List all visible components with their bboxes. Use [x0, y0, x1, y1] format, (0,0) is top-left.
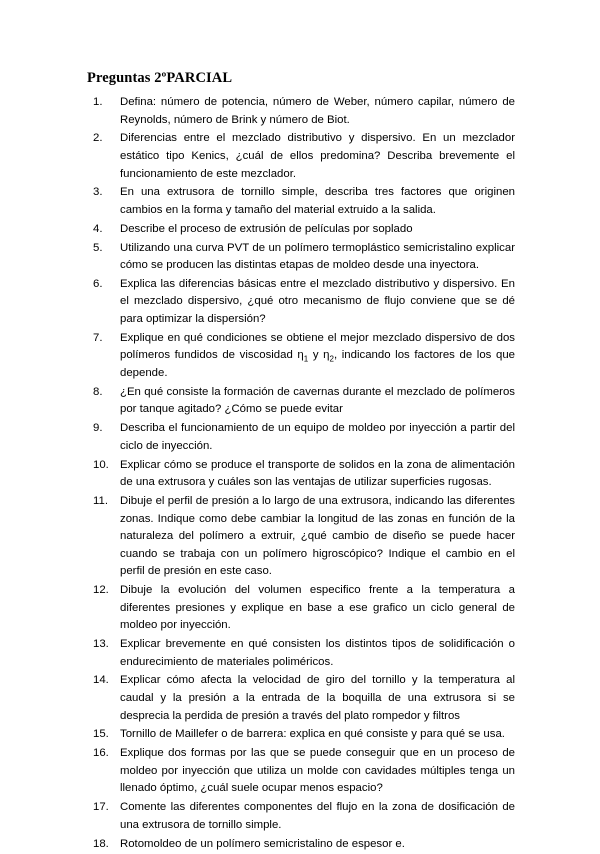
list-item	[93, 221, 515, 239]
question-text: Tornillo de Maillefer o de barrera: explica en qué consiste y para qué se usa.	[120, 728, 505, 741]
list-item	[93, 276, 515, 329]
list-item	[93, 493, 515, 581]
list-item	[93, 799, 515, 834]
question-number: 6.	[93, 277, 103, 290]
question-text: Describa el funcionamiento de un equipo de moldeo por inyección a partir del ciclo de inyección.	[120, 422, 515, 452]
question-number: 17.	[93, 801, 109, 814]
question-text: Defina: número de potencia, número de Weber, número capilar, número de Reynolds, número de Brink y número de Biot.	[120, 96, 515, 126]
question-number: 8.	[93, 385, 103, 398]
question-number: 16.	[93, 747, 109, 760]
subscript: 2	[329, 354, 334, 364]
list-item	[93, 672, 515, 725]
question-text: Diferencias entre el mezclado distributivo y dispersivo. En un mezclador estático tipo Kenics, ¿cuál de ellos predomina? Describa brevemente el funcionamiento de este mezclador.	[120, 132, 515, 180]
question-number: 18.	[93, 837, 109, 850]
list-item	[93, 184, 515, 219]
question-text: Explica las diferencias básicas entre el mezclado distributivo y dispersivo. En el mezclado dispersivo, ¿qué otro mecanismo de flujo conviene que se dé para optimizar la dispersión?	[120, 277, 515, 326]
list-item	[93, 582, 515, 635]
list-item	[93, 745, 515, 798]
list-item	[93, 457, 515, 492]
question-number: 5.	[93, 241, 103, 254]
question-text	[120, 330, 515, 383]
list-item	[93, 726, 515, 744]
question-list	[93, 94, 515, 854]
question-text: Explicar cómo afecta la velocidad de giro del tornillo y la temperatura al caudal y la presión a la entrada de la boquilla de una extrusora si se desprecia la perdida de presión a través del plato rompedor y filtros	[120, 674, 515, 722]
subscript: 1	[303, 354, 309, 364]
question-number: 13.	[93, 638, 109, 651]
question-text: Dibuje el perfil de presión a lo largo de una extrusora, indicando las diferentes zonas. Indique como debe cambiar la longitud de las zonas en función de la naturaleza del polímero a extruir, ¿qué cambio de diseño se puede hacer cuando se trabaja con un polímero higroscópico? Indique el cambio en el perfil de presión en este caso.	[120, 494, 515, 578]
question-text: Rotomoldeo de un polímero semicristalino de espesor e.	[120, 837, 405, 850]
list-item	[93, 94, 515, 129]
list-item	[93, 330, 515, 383]
list-item	[93, 836, 515, 854]
question-text: Explique dos formas por las que se puede conseguir que en un proceso de moldeo por inyección que utiliza un molde con cavidades múltiples tenga un llenado óptimo, ¿cuál suele ocupar menos espacio?	[120, 747, 515, 795]
question-text: Explicar brevemente en qué consisten los distintos tipos de solidificación o endurecimiento de materiales poliméricos.	[120, 638, 515, 668]
list-item	[93, 130, 515, 183]
question-number: 11.	[93, 494, 108, 507]
question-number: 12.	[93, 584, 109, 597]
question-text-part: , indicando los factores de los que depende.	[120, 349, 515, 380]
question-text: Dibuje la evolución del volumen especifico frente a la temperatura a diferentes presiones y explique en base a ese grafico un ciclo general de moldeo por inyección.	[120, 584, 515, 632]
question-number: 10.	[93, 458, 109, 471]
question-text: Utilizando una curva PVT de un polímero termoplástico semicristalino explicar cómo se producen las distintas etapas de moldeo desde una inyectora.	[120, 241, 515, 272]
question-number: 15.	[93, 728, 109, 741]
list-item	[93, 384, 515, 419]
question-text: ¿En qué consiste la formación de cavernas durante el mezclado de polímeros por tanque agitado? ¿Cómo se puede evitar	[120, 385, 515, 416]
question-number: 3.	[93, 186, 103, 199]
question-number: 14.	[93, 674, 109, 687]
question-text-part: Explique en qué condiciones se obtiene el mejor mezclado dispersivo de dos polímeros fundidos de viscosidad η	[120, 331, 515, 362]
list-item	[93, 420, 515, 455]
question-text: Explicar cómo se produce el transporte de solidos en la zona de alimentación de una extrusora y cuáles son las ventajas de utilizar superficies rugosas.	[120, 458, 515, 489]
question-text: Describe el proceso de extrusión de películas por soplado	[120, 222, 413, 235]
question-number: 4.	[93, 222, 103, 235]
question-text-part: y η	[308, 349, 330, 362]
question-text: Comente las diferentes componentes del flujo en la zona de dosificación de una extrusora de tornillo simple.	[120, 801, 515, 831]
page-title: Preguntas 2ºPARCIAL	[87, 70, 233, 86]
question-number: 7.	[93, 331, 103, 344]
question-number: 1.	[93, 96, 103, 108]
question-number: 9.	[93, 422, 103, 435]
question-number: 2.	[93, 132, 103, 145]
question-text: En una extrusora de tornillo simple, describa tres factores que originen cambios en la forma y tamaño del material extruido a la salida.	[120, 186, 515, 216]
list-item	[93, 240, 515, 275]
list-item	[93, 636, 515, 671]
